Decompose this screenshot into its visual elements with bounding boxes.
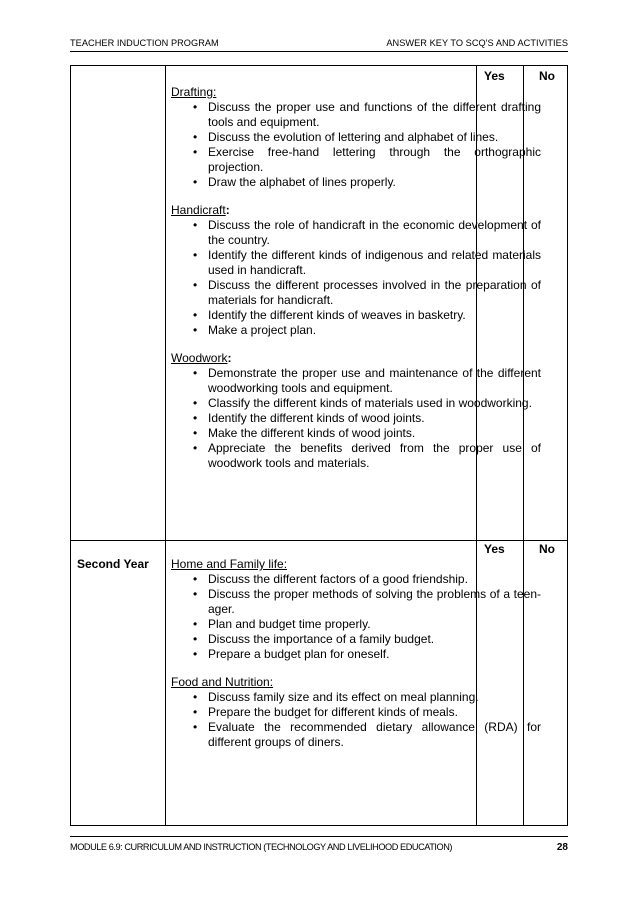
list-item: • Discuss the proper methods of solving the problems of a teen-ager. [171, 587, 541, 617]
list-item: • Evaluate the recommended dietary allowance (RDA) for different groups of diners. [171, 720, 541, 750]
list-item: • Make the different kinds of wood joints. [171, 426, 541, 441]
footer-divider [70, 836, 568, 837]
list-item: • Draw the alphabet of lines properly. [171, 175, 541, 190]
list-item: • Prepare the budget for different kinds of meals. [171, 705, 541, 720]
column-divider-year [165, 66, 166, 825]
row2-content [171, 557, 541, 763]
list-item: • Plan and budget time properly. [171, 617, 541, 632]
list-item: • Discuss the evolution of lettering and alphabet of lines. [171, 130, 541, 145]
header-left: TEACHER INDUCTION PROGRAM [70, 38, 219, 48]
list-item: • Identify the different kinds of weaves in basketry. [171, 308, 541, 323]
list-item: • Discuss the different processes involved in the preparation of materials for handicraft. [171, 278, 541, 308]
section-title: Food and Nutrition: [171, 675, 274, 689]
yes-header-row2: Yes [484, 542, 505, 556]
section-title: Woodwork: [171, 351, 232, 365]
list-item: • Discuss the role of handicraft in the economic development of the country. [171, 218, 541, 248]
no-header-row2: No [539, 542, 555, 556]
list-item: • Appreciate the benefits derived from the proper use of woodwork tools and materials. [171, 441, 541, 471]
footer-module-title: MODULE 6.9: CURRICULUM AND INSTRUCTION (TECHNOLOGY AND LIVELIHOOD EDUCATION) [70, 842, 453, 852]
yes-header-row1: Yes [484, 69, 505, 83]
section-drafting [171, 85, 541, 190]
section-home-family [171, 557, 541, 662]
list-item: • Discuss family size and its effect on meal planning. [171, 690, 541, 705]
list-item: • Identify the different kinds of indigenous and related materials used in handicraft. [171, 248, 541, 278]
list-item: • Discuss the different factors of a good friendship. [171, 572, 541, 587]
list-item: • Classify the different kinds of materials used in woodworking. [171, 396, 541, 411]
section-title: Drafting: [171, 85, 217, 99]
curriculum-table [70, 65, 568, 826]
list-item: • Make a project plan. [171, 323, 541, 338]
page-number: 28 [556, 842, 568, 853]
section-title: Handicraft: [171, 203, 230, 217]
row-divider [71, 540, 567, 541]
list-item: • Exercise free-hand lettering through the orthographic projection. [171, 145, 541, 175]
section-title: Home and Family life: [171, 557, 288, 571]
row1-content [171, 85, 541, 484]
no-header-row1: No [539, 69, 555, 83]
list-item: • Prepare a budget plan for oneself. [171, 647, 541, 662]
section-handicraft [171, 203, 541, 338]
list-item: • Discuss the proper use and functions of the different drafting tools and equipment. [171, 100, 541, 130]
year-label: Second Year [77, 557, 149, 571]
list-item: • Discuss the importance of a family budget. [171, 632, 541, 647]
header-right: ANSWER KEY TO SCQ'S AND ACTIVITIES [386, 38, 568, 48]
header-divider [70, 51, 568, 52]
list-item: • Identify the different kinds of wood joints. [171, 411, 541, 426]
list-item: • Demonstrate the proper use and maintenance of the different woodworking tools and equipment. [171, 366, 541, 396]
section-woodwork [171, 351, 541, 471]
section-food-nutrition [171, 675, 541, 750]
